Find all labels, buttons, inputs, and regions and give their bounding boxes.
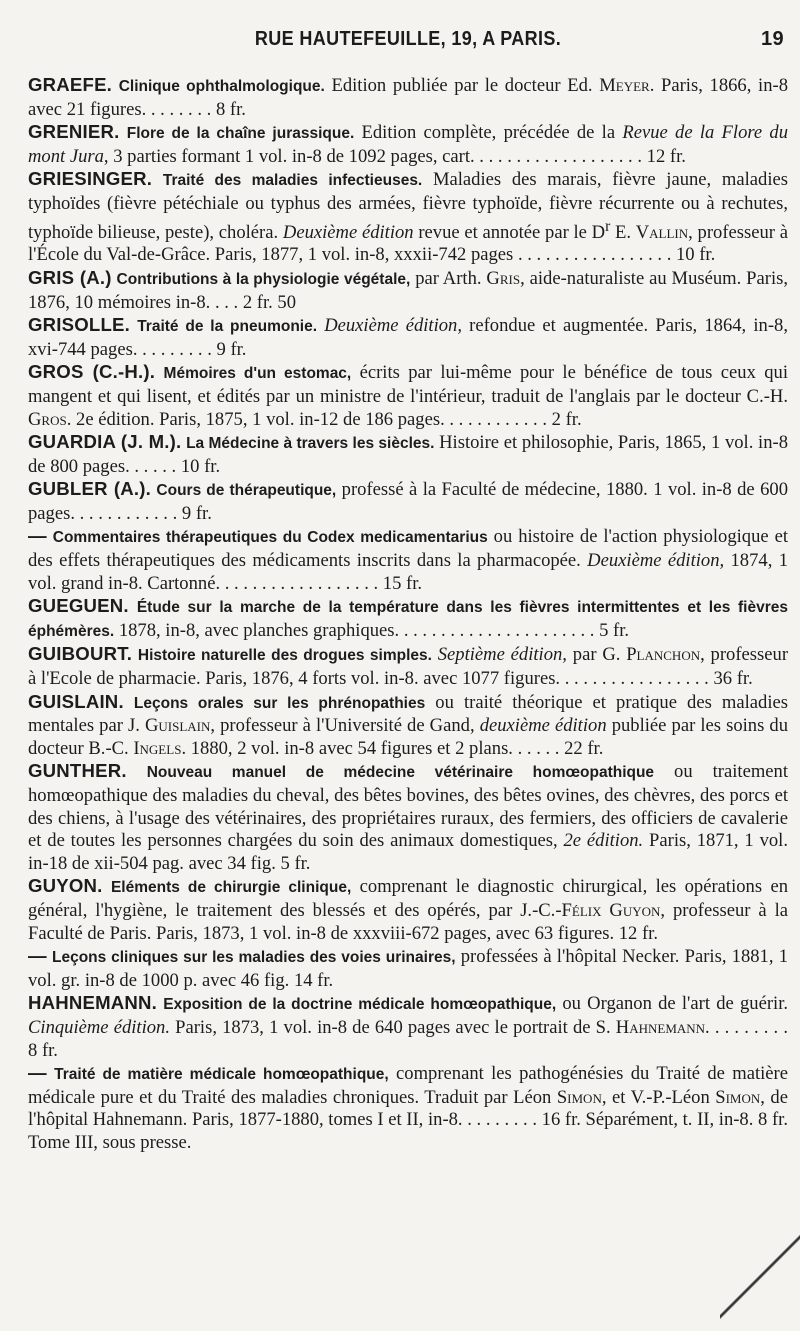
catalog-entry [28, 875, 788, 945]
entry-work-title: Eléments de chirurgie clinique, [110, 879, 352, 897]
catalog-entry [28, 478, 788, 525]
entry-text: E. [610, 221, 636, 243]
entry-author: — [28, 945, 47, 967]
entry-text: comprenant les pathogénésies du Traité de matière médicale pure et du Traité des maladies chroniques. Traduit par Léon [28, 1063, 788, 1108]
entry-text: , et V.-P.-Léon [601, 1086, 716, 1108]
entry-author: GUBLER (A.). [28, 478, 151, 500]
entry-text: , professeur à la Faculté de Paris. Paris, 1873, 1 vol. in-8 de xxxviii-672 pages, avec 63 figures. 12 fr. [28, 899, 788, 944]
entry-author: GRENIER. [28, 121, 120, 143]
entry-text: Paris, 1873, 1 vol. in-8 de 640 pages avec le portrait de S. [170, 1016, 616, 1038]
entry-author: GROS (C.-H.). [28, 361, 156, 383]
entry-text: . 1880, 2 vol. in-8 avec 54 figures et 2 plans. . . . . . 22 fr. [181, 737, 604, 759]
entry-name: Gris [486, 267, 521, 289]
entry-work-title: Leçons cliniques sur les maladies des voies urinaires, [52, 949, 456, 967]
entry-author: HAHNEMANN. [28, 992, 158, 1014]
entry-work-title: Histoire naturelle des drogues simples. [137, 647, 432, 665]
entry-work-title: Mémoires d'un estomac, [163, 365, 352, 383]
catalog-entry [28, 595, 788, 643]
entry-text: Histoire et philosophie, Paris, 1865, 1 vol. in-8 de 800 pages. . . . . . 10 fr. [28, 432, 788, 477]
entry-work-title: Nouveau manuel de médecine vétérinaire homœopathique [146, 764, 655, 782]
entry-name: Ingels [133, 737, 182, 759]
entry-text: , professeur à l'École du Val-de-Grâce. Paris, 1877, 1 vol. in-8, xxxii-742 pages . . . . . . . . . . . . . . . . . 10 fr. [28, 221, 788, 266]
entry-work-title: Clinique ophthalmologique. [118, 78, 325, 95]
entry-author: GRAEFE. [28, 74, 113, 95]
entry-text: . . . . . . . . . 8 fr. [28, 1016, 788, 1061]
entry-text: , professeur à l'Université de Gand, [210, 715, 480, 737]
entry-superscript: r [605, 217, 611, 235]
catalog-entry [28, 760, 788, 875]
catalog-page [28, 0, 788, 1331]
entry-text: ou Organon de l'art de guérir. [556, 993, 788, 1015]
entry-name: Guislain [144, 715, 211, 737]
running-header [28, 0, 788, 56]
entry-work-title: Flore de la chaîne jurassique. [126, 125, 355, 143]
entry-author: GRIS (A.) [28, 266, 112, 288]
entry-work-title: Traité de matière médicale homœopathique, [54, 1066, 389, 1084]
entry-text: ou traité théorique et pratique des maladies mentales par J. [28, 691, 788, 737]
entry-work-title: Traité des maladies infectieuses. [162, 172, 423, 190]
entry-author: GUARDIA (J. M.). [28, 431, 182, 453]
entry-name: Simon [715, 1086, 761, 1108]
entry-text: ou traitement homœopathique des maladies du cheval, des bêtes bovines, des bêtes ovines, des chèvres, des porcs et des chiens, à l'usage des vétérinaires, des propriétaires ruraux, des fermiers, des officiers de cavalerie et de toutes les personnes chargées du soin des animaux domestiques, [28, 761, 788, 852]
entry-work-title: Commentaires thérapeutiques du Codex medicamentarius [52, 529, 488, 547]
header-title: RUE HAUTEFEUILLE, 19, A PARIS. [254, 28, 562, 50]
entry-text: professé à la Faculté de médecine, 1880. 1 vol. in-8 de 600 pages. . . . . . . . . . . . 9 fr. [28, 479, 788, 524]
page-number: 19 [760, 28, 784, 50]
entry-italic: Deuxième édition [282, 221, 414, 243]
catalog-entry [28, 1062, 788, 1154]
entry-work-title: Étude sur la marche de la température dans les fièvres intermittentes et les fièvres éphémères. [28, 599, 788, 640]
entry-name: Simon [556, 1086, 602, 1108]
entry-italic: Septième édition, [437, 644, 567, 666]
entry-author: GUNTHER. [28, 760, 127, 782]
entry-italic: 2e édition. [563, 830, 644, 852]
entry-author: GUYON. [28, 875, 103, 897]
entry-text: , aide-naturaliste au Muséum. Paris, 1876, 10 mémoires in-8. . . . 2 fr. 50 [28, 267, 788, 313]
entry-name: Gros [28, 408, 67, 430]
entry-text: Paris, 1871, 1 vol. in-18 de xii-504 pag. avec 34 fig. 5 fr. [28, 830, 788, 874]
entry-text: par Arth. [410, 267, 487, 289]
entry-text: refondue et augmentée. Paris, 1864, in-8, xvi-744 pages. . . . . . . . . 9 fr. [28, 315, 788, 360]
entry-work-title: Cours de thérapeutique, [156, 482, 337, 500]
catalog-entries [28, 74, 788, 1155]
entry-text: Maladies des marais, fièvre jaune, maladies typhoïdes (fièvre pétéchiale ou typhus des armées, fièvre typhoïde, fièvre récurrente ou à rechutes, typhoïde bilieuse, peste), choléra. [28, 169, 788, 243]
catalog-entry [28, 314, 788, 361]
entry-work-title: La Médecine à travers les siècles. [186, 435, 435, 453]
entry-italic: Deuxième édition, [324, 315, 462, 337]
entry-text: . Paris, 1866, in-8 avec 21 figures. . . . . . . . 8 fr. [28, 75, 788, 120]
entry-text: comprenant le diagnostic chirurgical, les opérations en général, l'hygiène, le traitement des blessés et des opérés, par J.-C.- [28, 876, 788, 921]
catalog-entry [28, 643, 788, 690]
entry-text: ou histoire de l'action physiologique et des effets thérapeutiques des médicaments inscrits dans la pharmacopée. [28, 526, 788, 572]
page-fold-mark [720, 1221, 800, 1331]
catalog-entry [28, 361, 788, 431]
entry-name: Meyer [599, 75, 650, 96]
entry-work-title: Traité de la pneumonie. [137, 318, 318, 336]
entry-text: Edition publiée par le docteur Ed. [324, 75, 600, 96]
entry-text: , de l'hôpital Hahnemann. Paris, 1877-1880, tomes I et II, in-8. . . . . . . . . 16 fr. Séparément, t. II, in-8. 8 fr. Tome III, sous presse. [28, 1086, 788, 1153]
entry-work-title: Contributions à la physiologie végétale, [116, 270, 411, 288]
entry-author: GRIESINGER. [28, 168, 153, 190]
entry-work-title: Leçons orales sur les phrénopathies [133, 694, 426, 712]
entry-italic: deuxième édition [479, 715, 607, 737]
entry-author: GUEGUEN. [28, 595, 129, 617]
entry-work-title: Exposition de la doctrine médicale homœopathique, [163, 996, 557, 1014]
catalog-entry [28, 525, 788, 595]
entry-name: Hahnemann [615, 1016, 706, 1038]
entry-text: écrits par lui-même pour le bénéfice de tous ceux qui mangent et qui lisent, et édités par un ministre de l'intérieur, traduit de l'anglais par le docteur C.-H. [28, 362, 788, 407]
entry-text: Edition complète, précédée de la [354, 122, 623, 144]
entry-text: , professeur à l'Ecole de pharmacie. Paris, 1876, 4 forts vol. in-8. avec 1077 figures. . . . . . . . . . . . . . . . . 36 fr. [28, 644, 788, 690]
catalog-entry [28, 74, 788, 121]
entry-italic: Cinquième édition. [28, 1016, 170, 1038]
entry-text: professées à l'hôpital Necker. Paris, 1881, 1 vol. gr. in-8 de 1000 p. avec 46 fig. 14 fr. [28, 946, 788, 991]
entry-name: Planchon [626, 644, 701, 666]
entry-text: 1874, 1 vol. grand in-8. Cartonné. . . . . . . . . . . . . . . . . . 15 fr. [28, 550, 788, 594]
catalog-entry [28, 945, 788, 992]
entry-text: publiée par les soins du docteur B.-C. [28, 715, 788, 759]
catalog-entry [28, 168, 788, 267]
catalog-entry [28, 121, 788, 168]
entry-name: Félix Guyon [561, 899, 661, 921]
catalog-entry [28, 267, 788, 314]
entry-author: GUISLAIN. [28, 690, 124, 712]
entry-text: 1878, in-8, avec planches graphiques. . . . . . . . . . . . . . . . . . . . . . 5 fr. [114, 619, 630, 641]
entry-text: , 3 parties formant 1 vol. in-8 de 1092 pages, cart. . . . . . . . . . . . . . . . . . . 12 fr. [103, 145, 686, 167]
catalog-entry [28, 431, 788, 478]
entry-text: par G. [566, 644, 627, 666]
entry-italic: Deuxième édition, [587, 550, 725, 572]
entry-author: GUIBOURT. [28, 643, 133, 665]
entry-italic: Revue de la Flore du mont Jura [28, 122, 788, 167]
entry-author: — [28, 1062, 47, 1084]
catalog-entry [28, 691, 788, 761]
entry-text: revue et annotée par le D [413, 221, 606, 243]
entry-text: . 2e édition. Paris, 1875, 1 vol. in-12 de 186 pages. . . . . . . . . . . . 2 fr. [66, 408, 582, 430]
entry-name: Vallin [635, 221, 689, 243]
catalog-entry [28, 992, 788, 1062]
entry-author: GRISOLLE. [28, 314, 131, 336]
entry-author: — [28, 525, 47, 547]
